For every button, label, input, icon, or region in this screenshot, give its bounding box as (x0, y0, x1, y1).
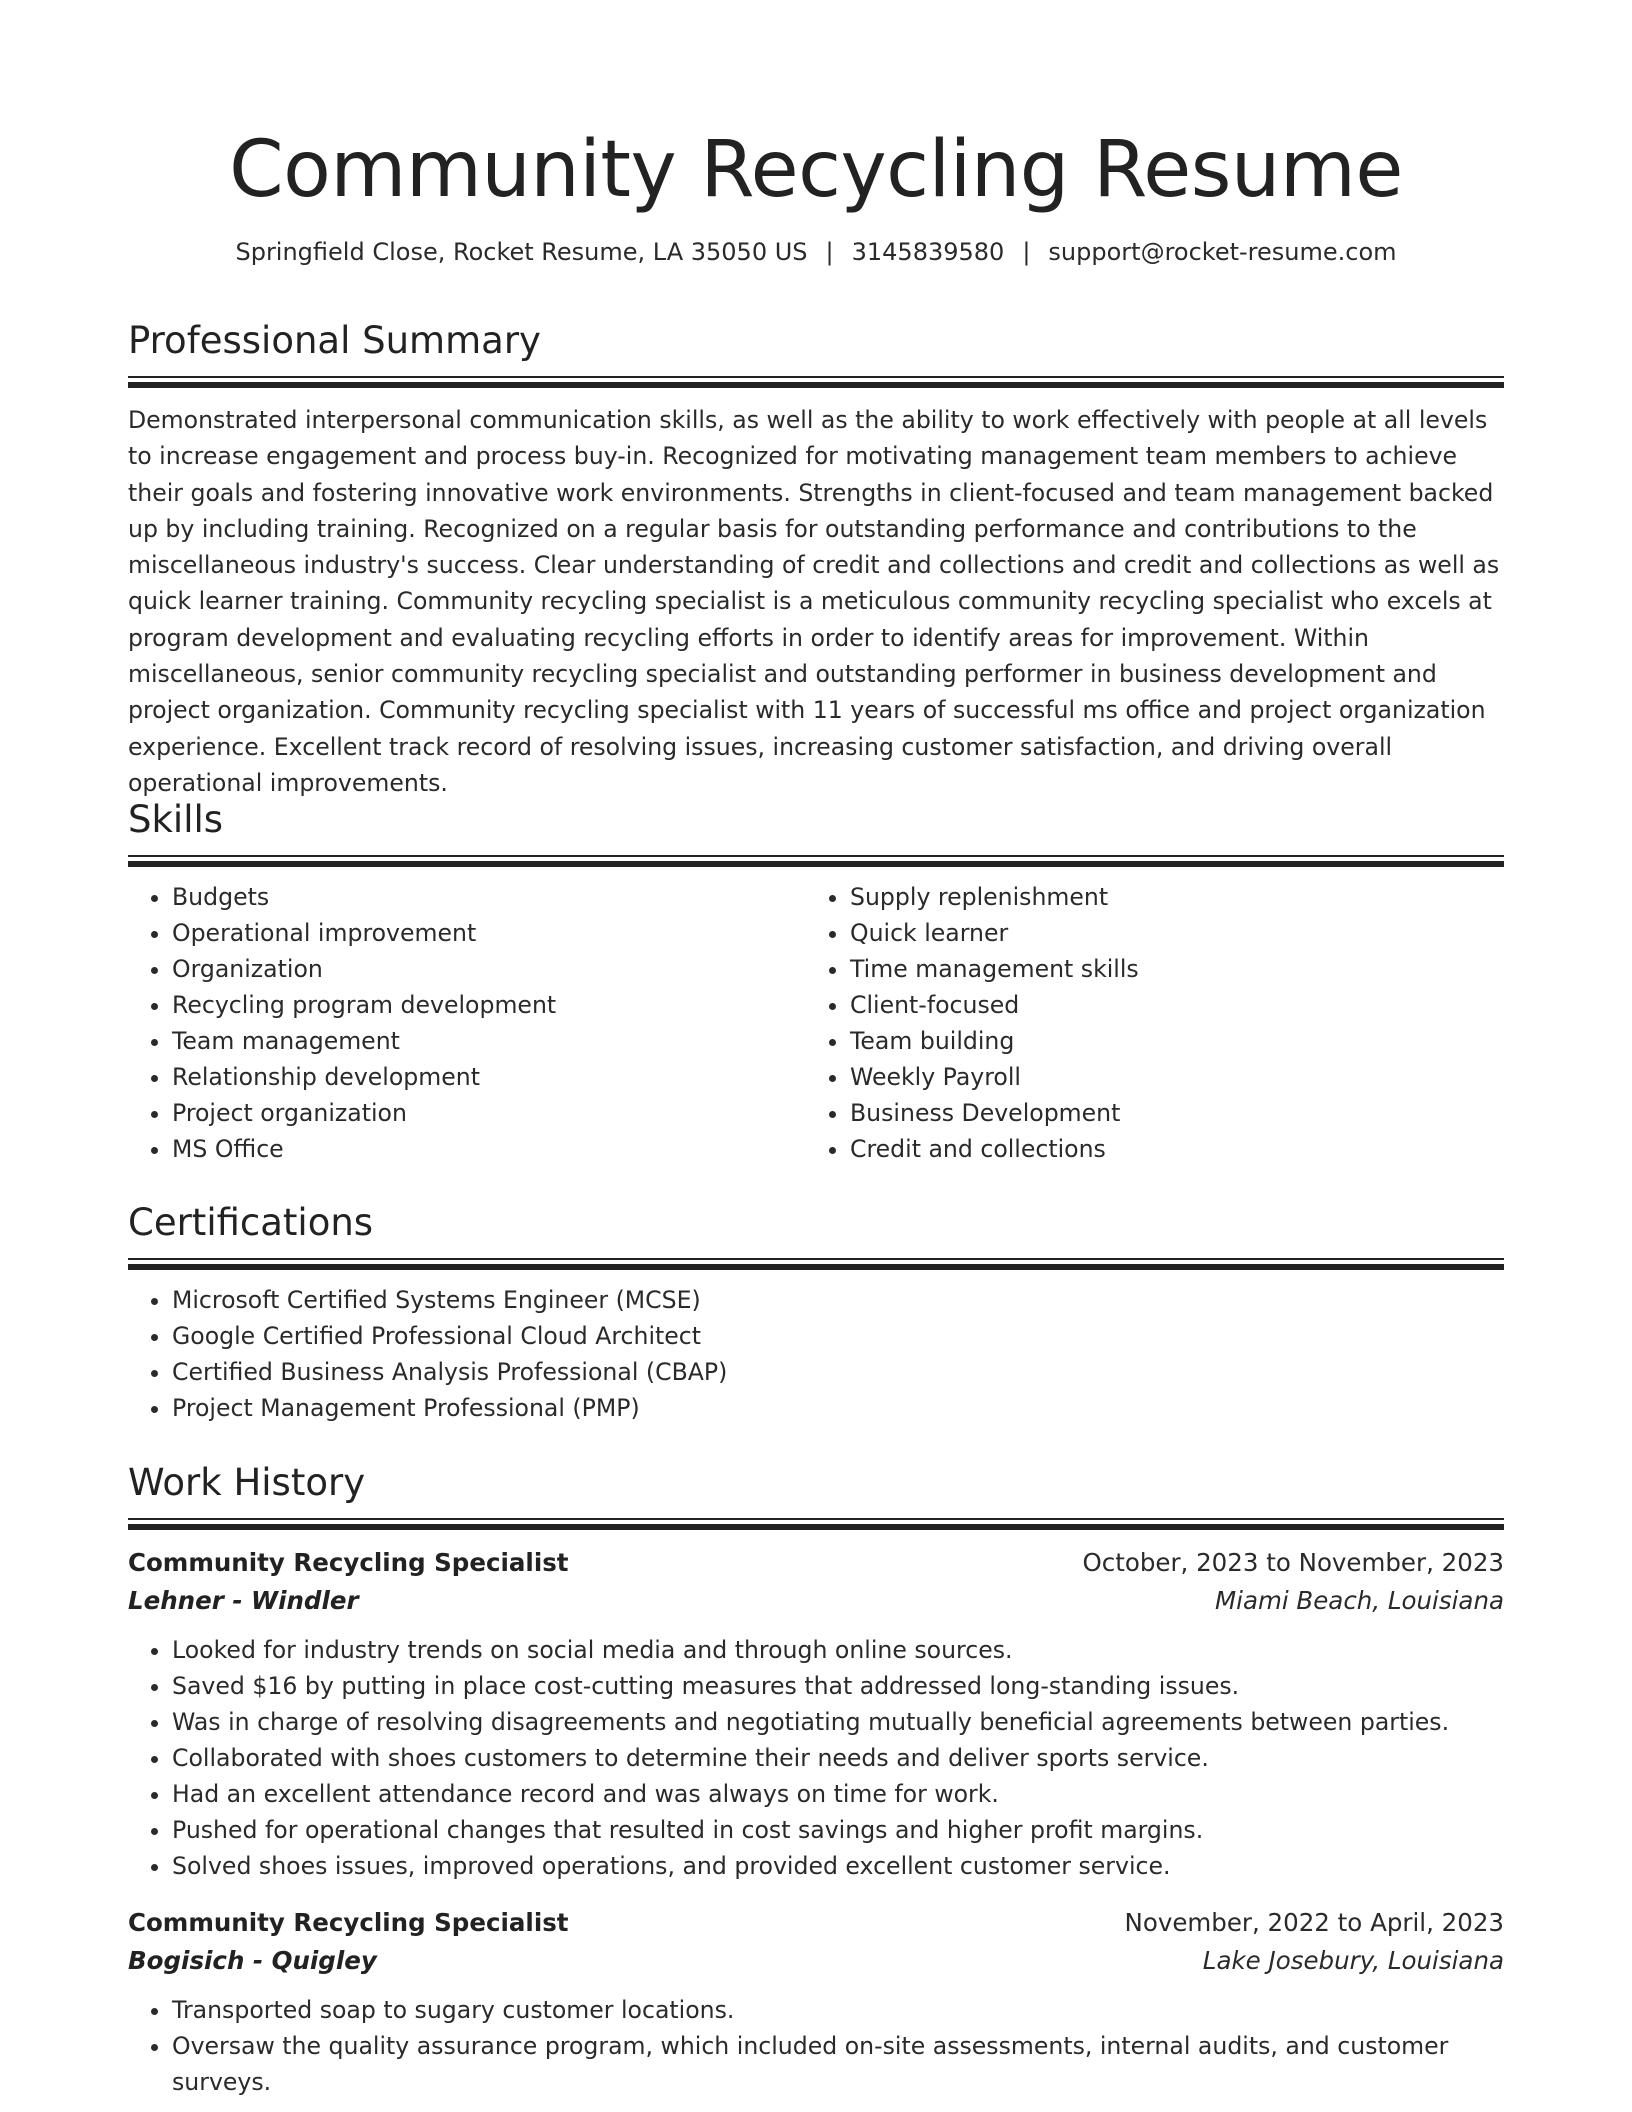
list-item: • Organization (172, 951, 806, 987)
job-company: Bogisich - Quigley (128, 1946, 377, 1975)
section-divider (128, 1258, 1504, 1270)
resume-title: Community Recycling Resume (229, 125, 1403, 215)
job-title: Community Recycling Specialist (128, 1908, 569, 1937)
list-item: • Relationship development (172, 1059, 806, 1095)
contact-email: support@rocket-resume.com (1048, 238, 1397, 266)
job-location: Miami Beach, Louisiana (1215, 1586, 1504, 1615)
summary-heading: Professional Summary (128, 319, 541, 362)
skills-section (128, 797, 1504, 1167)
job-entry (128, 1904, 1504, 2100)
list-item: • Team building (850, 1023, 1484, 1059)
skills-list-right (806, 879, 1484, 1167)
job-dates: October, 2023 to November, 2023 (1082, 1548, 1504, 1577)
job-header (128, 1544, 1504, 1582)
list-item: • Google Certified Professional Cloud Architect (172, 1318, 1504, 1354)
list-item: • Was in charge of resolving disagreements and negotiating mutually beneficial agreements between parties. (172, 1704, 1504, 1740)
list-item: • Weekly Payroll (850, 1059, 1484, 1095)
list-item: • Project organization (172, 1095, 806, 1131)
list-item: • Looked for industry trends on social media and through online sources. (172, 1632, 1504, 1668)
skills-columns (128, 867, 1504, 1167)
section-divider (128, 855, 1504, 867)
job-dates: November, 2022 to April, 2023 (1124, 1908, 1504, 1937)
contact-separator: | (1022, 238, 1031, 266)
list-item: • Solved shoes issues, improved operations, and provided excellent customer service. (172, 1848, 1504, 1884)
list-item: • Pushed for operational changes that resulted in cost savings and higher profit margins. (172, 1812, 1504, 1848)
list-item: • MS Office (172, 1131, 806, 1167)
list-item: • Certified Business Analysis Professional (CBAP) (172, 1354, 1504, 1390)
list-item: • Business Development (850, 1095, 1484, 1131)
job-location: Lake Josebury, Louisiana (1202, 1946, 1504, 1975)
certifications-list (128, 1282, 1504, 1426)
contact-line (128, 236, 1504, 268)
list-item: • Microsoft Certified Systems Engineer (MCSE) (172, 1282, 1504, 1318)
contact-separator: | (825, 238, 834, 266)
list-item: • Collaborated with shoes customers to determine their needs and deliver sports service. (172, 1740, 1504, 1776)
skills-heading: Skills (128, 798, 224, 841)
list-item: • Had an excellent attendance record and was always on time for work. (172, 1776, 1504, 1812)
job-subheader (128, 1582, 1504, 1620)
section-divider (128, 376, 1504, 388)
list-item: • Budgets (172, 879, 806, 915)
list-item: • Credit and collections (850, 1131, 1484, 1167)
job-title: Community Recycling Specialist (128, 1548, 569, 1577)
resume-page (128, 0, 1504, 2096)
skills-list-left (128, 879, 806, 1167)
work-history-section (128, 1460, 1504, 2100)
list-item: • Recycling program development (172, 987, 806, 1023)
certifications-heading: Certifications (128, 1201, 374, 1244)
summary-text: Demonstrated interpersonal communication skills, as well as the ability to work effectively with people at all levels to increase engagement and process buy-in. Recognized for motivating management team members to achieve their goals and fostering innovative work environments. Strengths in client-focused and team management backed up by including training. Recognized on a regular basis for outstanding performance and contributions to the miscellaneous industry's success. Clear understanding of credit and collections and credit and collections as well as quick learner training. Community recycling specialist is a meticulous community recycling specialist who excels at program development and evaluating recycling efforts in order to identify areas for improvement. Within miscellaneous, senior community recycling specialist and outstanding performer in business development and project organization. Community recycling specialist with 11 years of successful ms office and project organization experience. Excellent track record of resolving issues, increasing customer satisfaction, and driving overall operational improvements. (128, 406, 1500, 797)
list-item: • Oversaw the quality assurance program, which included on-site assessments, internal audits, and customer surveys. (172, 2028, 1504, 2100)
list-item: • Transported soap to sugary customer locations. (172, 1992, 1504, 2028)
job-bullets (128, 1632, 1504, 1884)
job-company: Lehner - Windler (128, 1586, 359, 1615)
list-item: • Team management (172, 1023, 806, 1059)
list-item: • Time management skills (850, 951, 1484, 987)
list-item: • Quick learner (850, 915, 1484, 951)
list-item: • Operational improvement (172, 915, 806, 951)
job-entry (128, 1544, 1504, 1884)
contact-address: Springfield Close, Rocket Resume, LA 35050 US (235, 238, 808, 266)
list-item: • Project Management Professional (PMP) (172, 1390, 1504, 1426)
job-header (128, 1904, 1504, 1942)
work-history-heading: Work History (128, 1461, 366, 1504)
contact-phone: 3145839580 (851, 238, 1005, 266)
summary-section (128, 318, 1504, 801)
list-item: • Supply replenishment (850, 879, 1484, 915)
section-divider (128, 1518, 1504, 1530)
list-item: • Saved $16 by putting in place cost-cutting measures that addressed long-standing issues. (172, 1668, 1504, 1704)
certifications-section (128, 1200, 1504, 1426)
job-subheader (128, 1942, 1504, 1980)
list-item: • Client-focused (850, 987, 1484, 1023)
job-bullets (128, 1992, 1504, 2100)
